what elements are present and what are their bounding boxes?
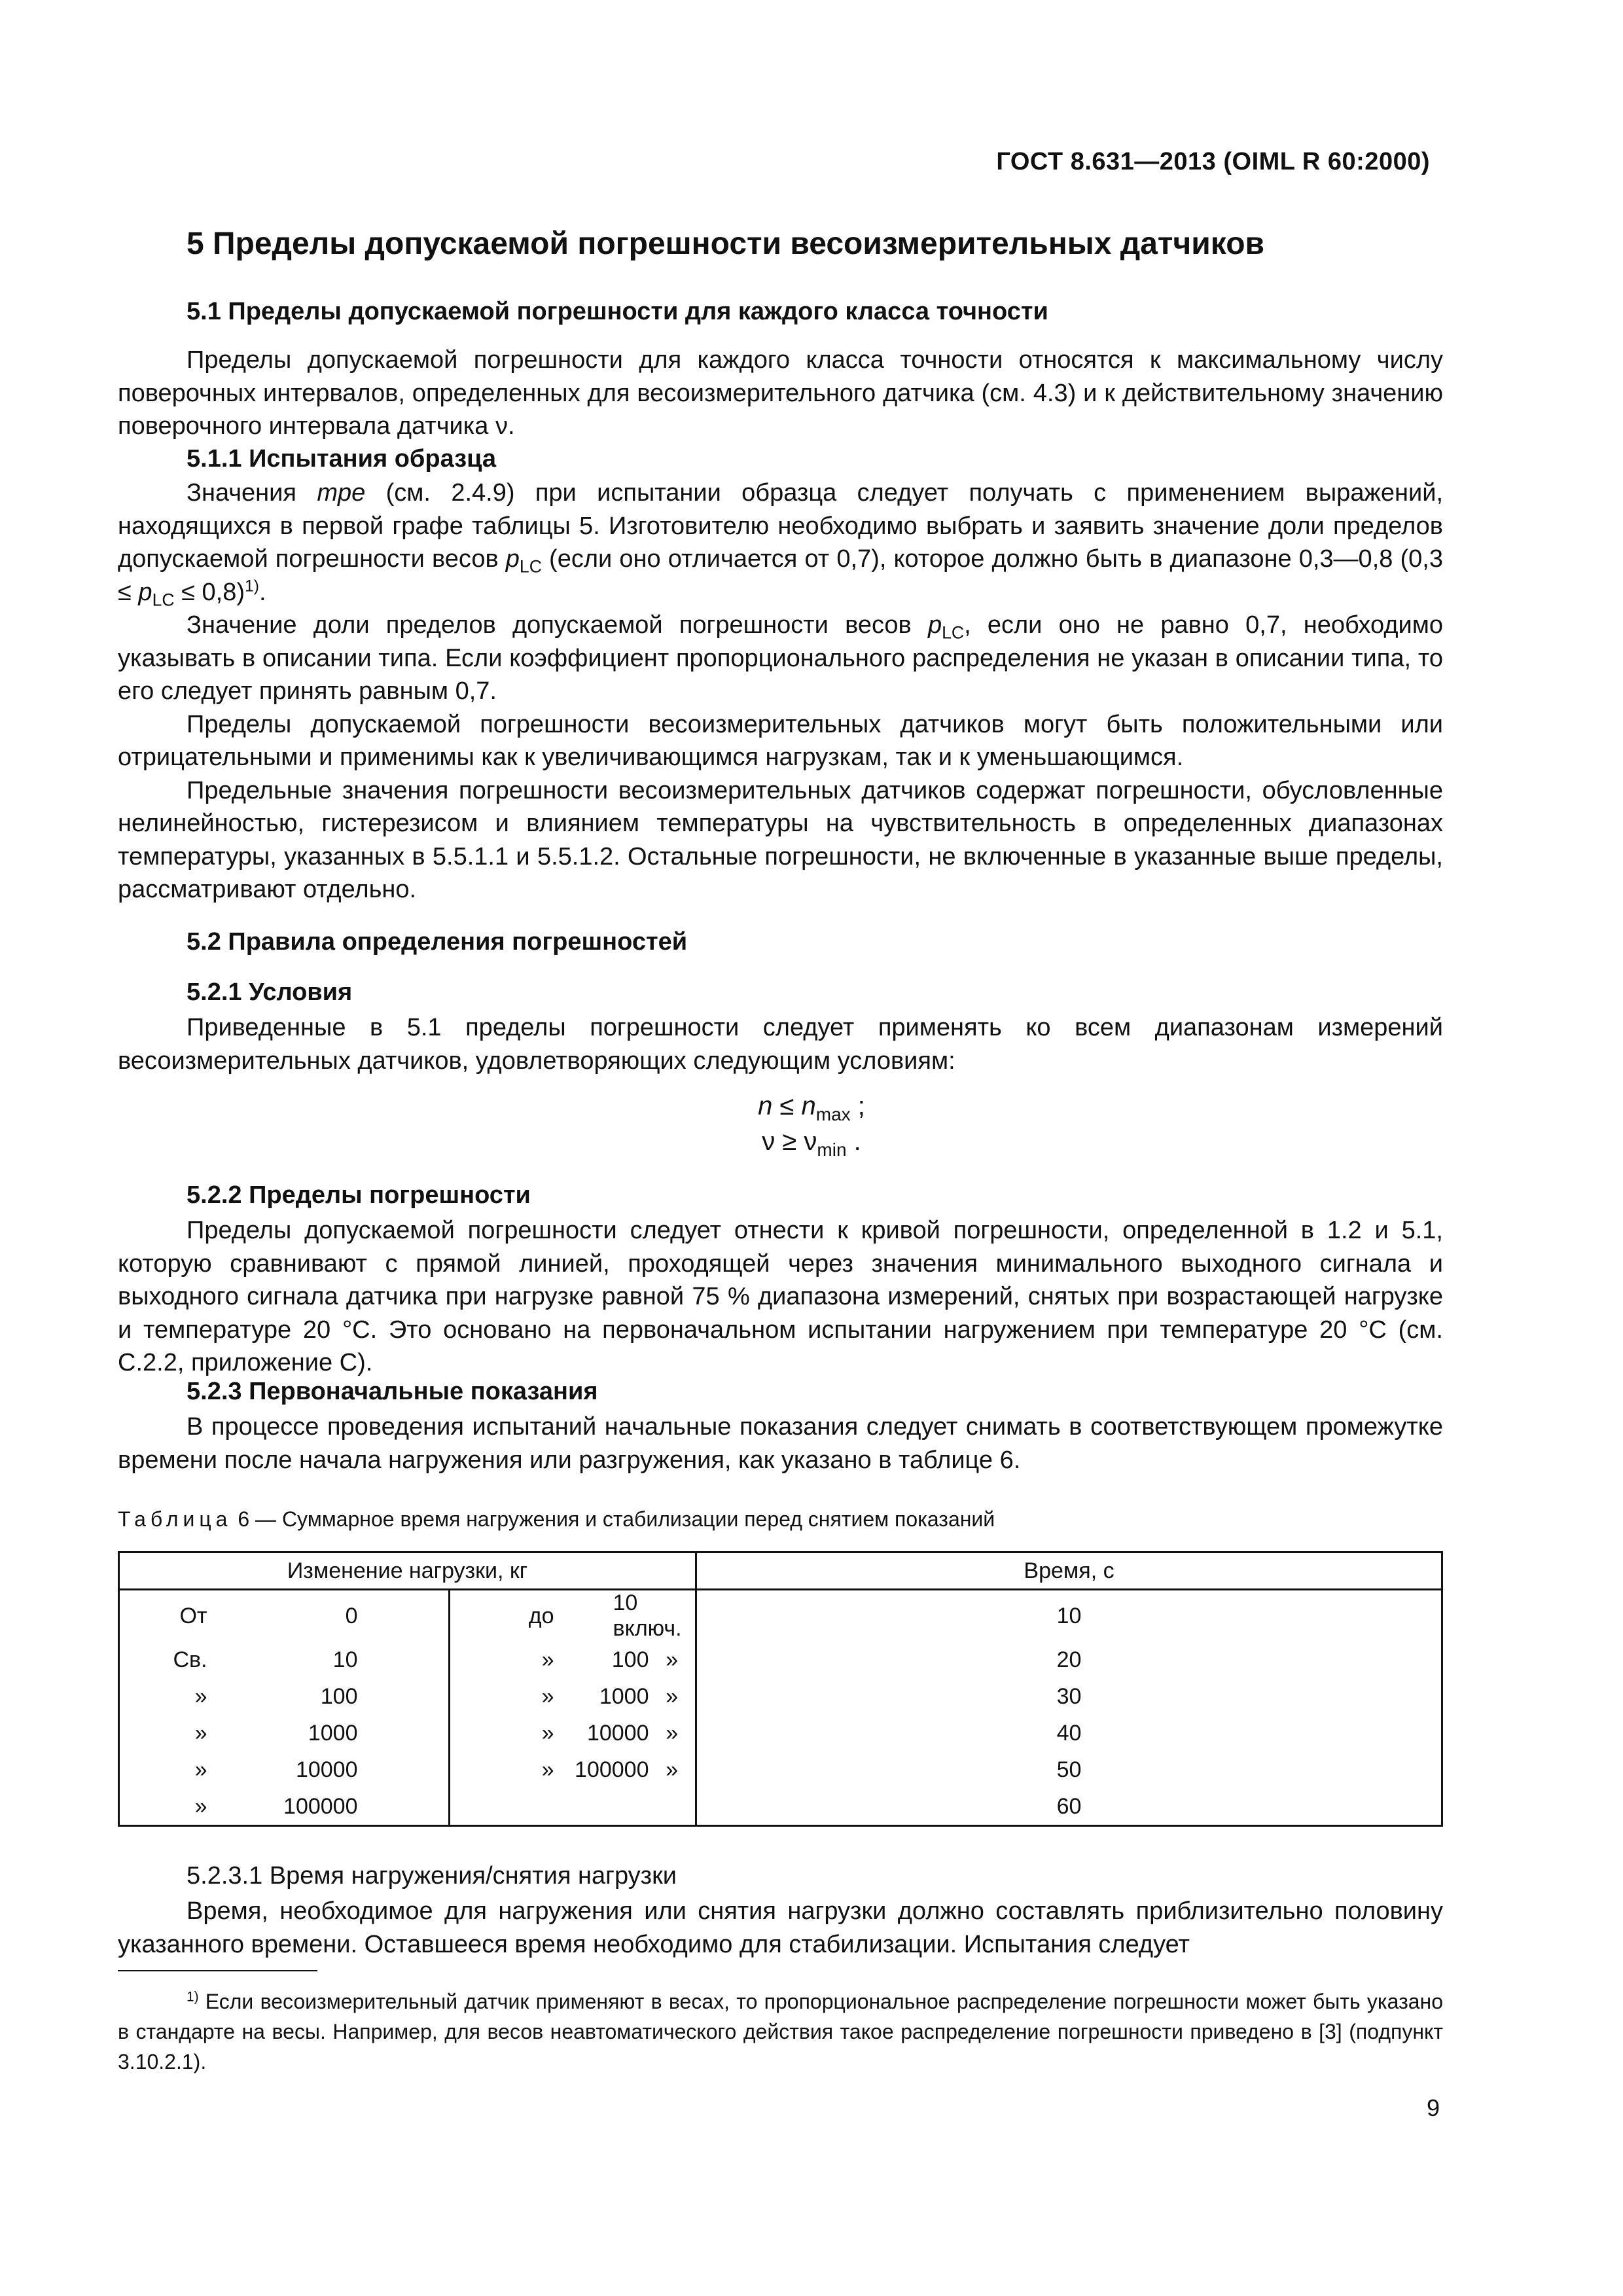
header-time: Время, с <box>696 1552 1442 1590</box>
section-5-1-1-body <box>118 476 1443 906</box>
paragraph: Значение доли пределов допускаемой погрешности весов $p_{LC}$, если оно не равно 0,7, необходимо указывать в описании типа. Если коэффициент пропорционального распределения не указан в описании типа, то его следует принять равным 0,7. <box>118 611 1443 705</box>
footnote-marker: 1) <box>187 1989 199 2005</box>
section-5-2-3-1-title: 5.2.3.1 Время нагружения/снятия нагрузки <box>187 1862 677 1890</box>
paragraph: Предельные значения погрешности весоизмерительных датчиков содержат погрешности, обусловленные нелинейностью, гистерезисом и влиянием температуры на чувствительность в определенных диапазонах температуры, указанных в 5.5.1.1 и 5.5.1.2. Остальные погрешности, не включенные в указанные выше пределы, рассматривают отдельно. <box>118 776 1443 903</box>
paragraph: Значения mpe (см. 2.4.9) при испытании образца следует получать с применением выражений, находящихся в первой графе таблицы 5. Изготовителю необходимо выбрать и заявить значение доли пределов допускаемой погрешности весов $p_{LC}$ (если оно отличается от 0,7), которое должно быть в диапазоне 0,3—0,8 $(0,3 \le p_{LC} \le 0,8)^{1)}$. <box>118 479 1443 610</box>
page-number: 9 <box>1426 2094 1440 2121</box>
table-row: » 10000 » 100000 » 50 <box>119 1751 1442 1788</box>
section-5-1-title: 5.1 Пределы допускаемой погрешности для каждого класса точности <box>187 298 1048 325</box>
footnote-separator <box>118 1970 317 1971</box>
table-row: От 0 до 10 включ. 10 <box>179 1590 1082 1641</box>
table-row: » 1000 » 10000 » 40 <box>119 1715 1442 1751</box>
footnote: $^{1)}$ Если весоизмерительный датчик применяют в весах, то пропорциональное распределение погрешности может быть указано в стандарте на весы. Например, для весов неавтоматического действия такое распределение погрешности приведено в [3] (подпункт 3.10.2.1). <box>118 1989 1443 2073</box>
section-5-2-2-body: Пределы допускаемой погрешности следует отнести к кривой погрешности, определенной в 1.2 и 5.1, которую сравнивают с прямой линией, проходящей через значения минимального выходного сигнала и выходного сигнала датчика при нагрузке равной 75 % диапазона измерений, снятых при возрастающей нагрузке и температуре 20 °С. Это основано на первоначальном испытании нагружением при температуре 20 °С (см. С.2.2, приложение С). <box>118 1217 1443 1376</box>
paragraph: Пределы допускаемой погрешности весоизмерительных датчиков могут быть положительными или отрицательными и применимы как к увеличивающимся нагрузкам, так и к уменьшающимся. <box>118 710 1443 771</box>
section-5-2-3-title: 5.2.3 Первоначальные показания <box>187 1378 598 1405</box>
section-5-1-1-title: 5.1.1 Испытания образца <box>187 445 497 473</box>
section-5-2-1-body: Приведенные в 5.1 пределы погрешности следует применять ко всем диапазонам измерений весоизмерительных датчиков, удовлетворяющих следующим условиям: <box>118 1014 1443 1075</box>
table-6-caption: Таблица 6 — Суммарное время нагружения и стабилизации перед снятием показаний <box>118 1507 995 1531</box>
table-header-row <box>119 1552 1442 1590</box>
table-6 <box>118 1551 1443 1827</box>
section-5-title: 5 Пределы допускаемой погрешности весоизмерительных датчиков <box>187 226 1265 261</box>
section-5-2-1-title: 5.2.1 Условия <box>187 978 353 1006</box>
section-5-2-3-body: В процессе проведения испытаний начальные показания следует снимать в соответствующем промежутке времени после начала нагружения или разгружения, как указано в таблице 6. <box>118 1413 1443 1474</box>
formula-n-max: $n \le n_{max}$ ; <box>758 1092 865 1124</box>
header-load-change: Изменение нагрузки, кг <box>119 1552 696 1590</box>
section-5-1-paragraph: Пределы допускаемой погрешности для каждого класса точности относятся к максимальному числу поверочных интервалов, определенных для весоизмерительного датчика (см. 4.3) и к действительному значению поверочного интервала датчика ν. <box>118 346 1443 440</box>
section-5-2-title: 5.2 Правила определения погрешностей <box>187 928 688 956</box>
standard-code: ГОСТ 8.631—2013 (OIML R 60:2000) <box>996 148 1430 175</box>
table-row: Св. 10 » 100 » 20 <box>119 1641 1442 1678</box>
section-5-2-3-1-body: Время, необходимое для нагружения или снятия нагрузки должно составлять приблизительно половину указанного времени. Оставшееся время необходимо для стабилизации. Испытания следует <box>118 1897 1443 1958</box>
table-row: » 100 » 1000 » 30 <box>119 1678 1442 1715</box>
formula-v-min: $\nu \ge \nu_{min}$ . <box>762 1127 861 1160</box>
footnote-ref: 1) <box>245 577 259 595</box>
section-5-2-2-title: 5.2.2 Пределы погрешности <box>187 1181 531 1209</box>
table-row: » 100000 60 <box>119 1788 1442 1826</box>
